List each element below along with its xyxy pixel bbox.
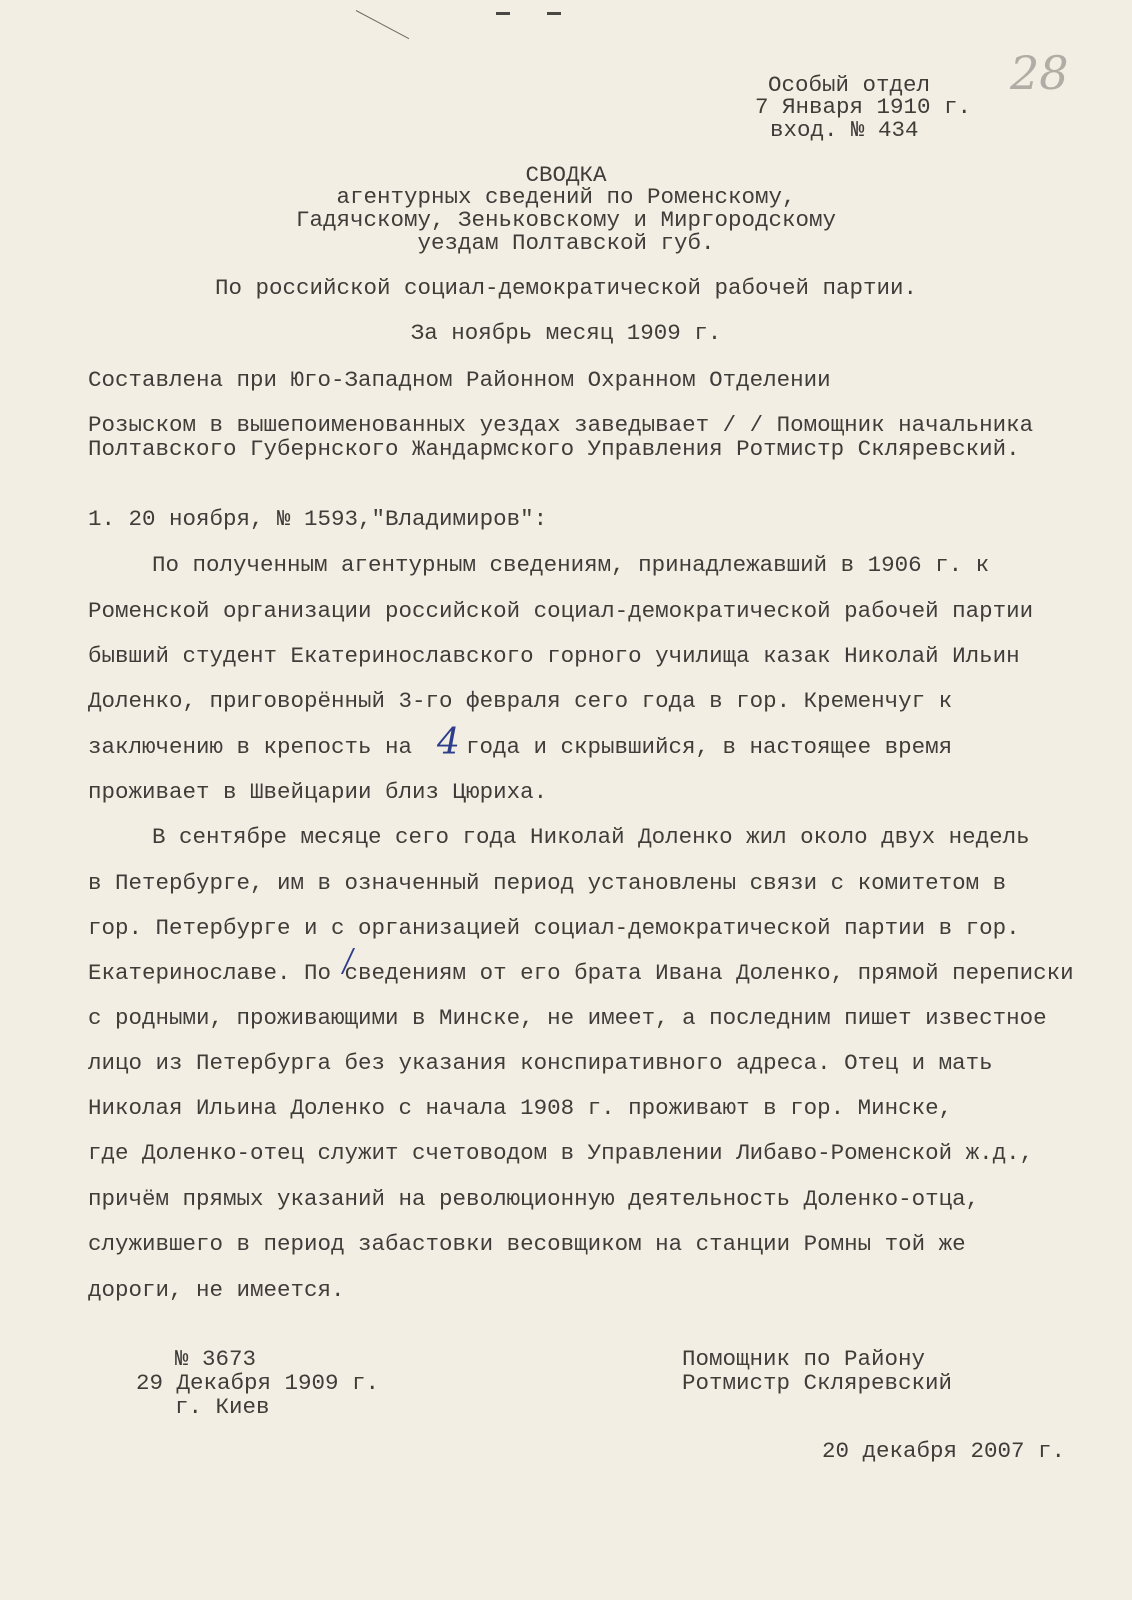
- body-line: служившего в период забастовки весовщиком на станции Ромны той же: [88, 1231, 966, 1257]
- body-line: бывший студент Екатеринославского горного училища казак Николай Ильин: [88, 643, 1020, 669]
- body-line: где Доленко-отец служит счетоводом в Управлении Либаво-Роменской ж.д.,: [88, 1140, 1034, 1166]
- body-line: По полученным агентурным сведениям, принадлежавший в 1906 г. к: [152, 552, 990, 578]
- period-line: За ноябрь месяц 1909 г.: [410, 320, 722, 346]
- handwritten-insertion: 4: [437, 722, 460, 763]
- body-line: Роменской организации российской социал-демократической рабочей партии: [88, 598, 1034, 624]
- body-line: Доленко, приговорённый 3-го февраля сего года в гор. Кременчуг к: [88, 688, 953, 714]
- outgoing-city: г. Киев: [175, 1394, 270, 1420]
- stamp-incoming-number: вход. № 434: [770, 117, 919, 143]
- body-line: лицо из Петербурга без указания конспиративного адреса. Отец и мать: [88, 1050, 993, 1076]
- archive-page-number: 28: [1010, 46, 1069, 100]
- title-line: уездам Полтавской губ.: [417, 230, 715, 256]
- body-line: года и скрывшийся, в настоящее время: [466, 734, 953, 760]
- stamp-date: 7 Января 1910 г.: [755, 94, 972, 120]
- investigation-line: Полтавского Губернского Жандармского Управления Ротмистр Скляревский.: [88, 436, 1020, 462]
- document-heading: СВОДКА: [525, 162, 607, 188]
- compiled-line: Составлена при Юго-Западном Районном Охранном Отделении: [88, 367, 831, 393]
- party-line: По российской социал-демократической рабочей партии.: [214, 275, 918, 301]
- outgoing-number: № 3673: [175, 1346, 257, 1372]
- body-line: В сентябре месяце сего года Николай Доленко жил около двух недель: [152, 824, 1030, 850]
- top-dash-mark: [496, 12, 510, 15]
- signatory-title: Помощник по Району: [682, 1346, 926, 1372]
- investigation-line: Розыском в вышепоименованных уездах заведывает / / Помощник начальника: [88, 412, 1034, 438]
- top-dash-mark: [547, 12, 561, 15]
- item-heading: 1. 20 ноября, № 1593,"Владимиров":: [88, 506, 548, 532]
- body-line: Николая Ильина Доленко с начала 1908 г. проживают в гор. Минске,: [88, 1095, 953, 1121]
- body-line: Екатеринославе. По сведениям от его брата Ивана Доленко, прямой переписки: [88, 960, 1074, 986]
- stray-pencil-line: [356, 10, 409, 39]
- body-line: заключению в крепость на: [88, 734, 413, 760]
- stamp-department: Особый отдел: [768, 72, 931, 98]
- title-line: Гадячскому, Зеньковскому и Миргородскому: [295, 207, 837, 233]
- signatory-name: Ротмистр Скляревский: [682, 1370, 953, 1396]
- body-line: с родными, проживающими в Минске, не имеет, а последним пишет известное: [88, 1005, 1047, 1031]
- body-line: дороги, не имеется.: [88, 1277, 345, 1303]
- title-line: агентурных сведений по Роменскому,: [336, 184, 796, 210]
- body-line: гор. Петербурге и с организацией социал-демократической партии в гор.: [88, 915, 1020, 941]
- body-line: причём прямых указаний на революционную деятельность Доленко-отца,: [88, 1186, 980, 1212]
- outgoing-date: 29 Декабря 1909 г.: [136, 1370, 380, 1396]
- body-line: проживает в Швейцарии близ Цюриха.: [88, 779, 548, 805]
- body-line: в Петербурге, им в означенный период установлены связи с комитетом в: [88, 870, 1007, 896]
- declassification-date: 20 декабря 2007 г.: [822, 1438, 1066, 1464]
